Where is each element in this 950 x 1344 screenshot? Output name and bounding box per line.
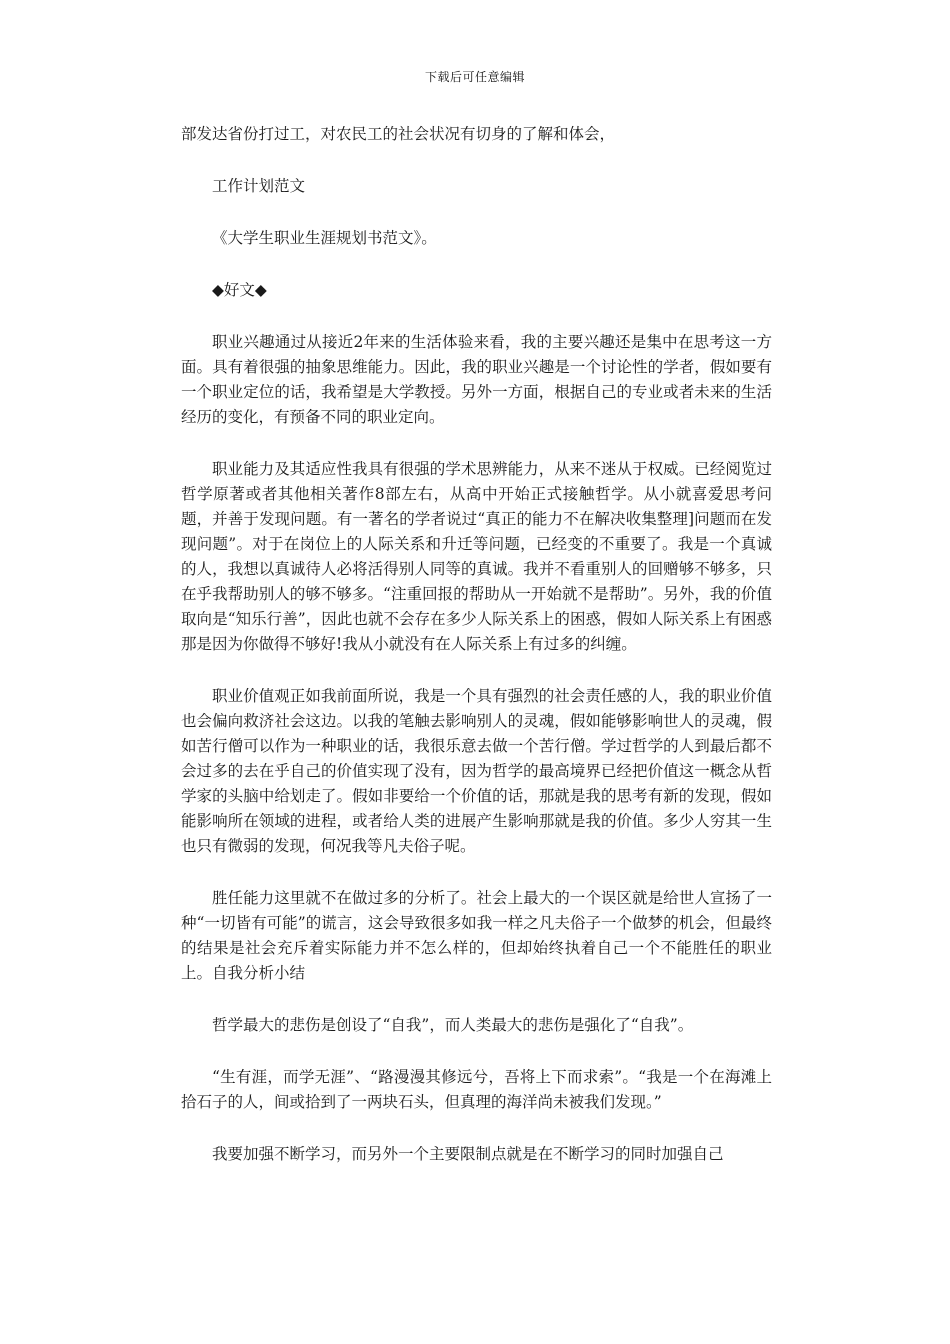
paragraph-work-plan-title: 工作计划范文: [212, 177, 306, 195]
paragraph-book-title: 《大学生职业生涯规划书范文》。: [212, 229, 437, 247]
paragraph-philosophy-quote: 哲学最大的悲伤是创设了“自我”，而人类最大的悲伤是强化了“自我”。: [212, 1016, 694, 1034]
paragraph-competency: 胜任能力这里就不在做过多的分析了。社会上最大的一个误区就是给世人宣扬了一种“一切皆有可能”的谎言，这会导致很多如我一样之凡夫俗子一个做梦的机会，但最终的结果是社会充斥着实际能力并不怎么样的，但却始终执着自己一个不能胜任的职业上。自我分析小结: [181, 889, 772, 982]
header-note: 下载后可任意编辑: [424, 70, 525, 84]
paragraph-continuation: 部发达省份打过工，对农民工的社会状况有切身的了解和体会，: [181, 125, 616, 143]
paragraph-career-values: 职业价值观正如我前面所说，我是一个具有强烈的社会责任感的人，我的职业价值也会偏向救济社会这边。以我的笔触去影响别人的灵魂，假如能够影响世人的灵魂，假如苦行僧可以作为一种职业的话，我很乐意去做一个苦行僧。学过哲学的人到最后都不会过多的去在乎自己的价值实现了没有，因为哲学的最高境界已经把价值这一概念从哲学家的头脑中给划走了。假如非要给一个价值的话，那就是我的思考有新的发现，假如能影响所在领域的进程，或者给人类的进展产生影响那就是我的价值。多少人穷其一生也只有微弱的发现，何况我等凡夫俗子呢。: [181, 687, 772, 855]
paragraph-career-ability: 职业能力及其适应性我具有很强的学术思辨能力，从来不迷从于权威。已经阅览过哲学原著或者其他相关著作8部左右，从高中开始正式接触哲学。从小就喜爱思考问题，并善于发现问题。有一著名的学者说过“真正的能力不在解决收集整理]问题而在发现问题”。对于在岗位上的人际关系和升迁等问题，已经变的不重要了。我是一个真诚的人，我想以真诚待人必将活得别人同等的真诚。我并不看重别人的回赠够不够多，只在乎我帮助别人的够不够多。“注重回报的帮助从一开始就不是帮助”。另外，我的价值取向是“知乐行善”，因此也就不会存在多少人际关系上的困惑，假如人际关系上有困惑那是因为你做得不够好!我从小就没有在人际关系上有过多的纠缠。: [181, 460, 772, 653]
document-body: [181, 122, 772, 1194]
paragraph-learning-quote: “生有涯，而学无涯”、“路漫漫其修远兮，吾将上下而求索”。“我是一个在海滩上拾石子的人，间或拾到了一两块石头，但真理的海洋尚未被我们发现。”: [181, 1068, 772, 1111]
paragraph-career-interest: 职业兴趣通过从接近2年来的生活体验来看，我的主要兴趣还是集中在思考这一方面。具有着很强的抽象思维能力。因此，我的职业兴趣是一个讨论性的学者，假如要有一个职业定位的话，我希望是大学教授。另外一方面，根据自己的专业或者未来的生活经历的变化，有预备不同的职业定向。: [181, 333, 772, 426]
paragraph-good-article-marker: ◆好文◆: [212, 281, 267, 299]
paragraph-keep-learning: 我要加强不断学习，而另外一个主要限制点就是在不断学习的同时加强自己: [212, 1145, 724, 1163]
